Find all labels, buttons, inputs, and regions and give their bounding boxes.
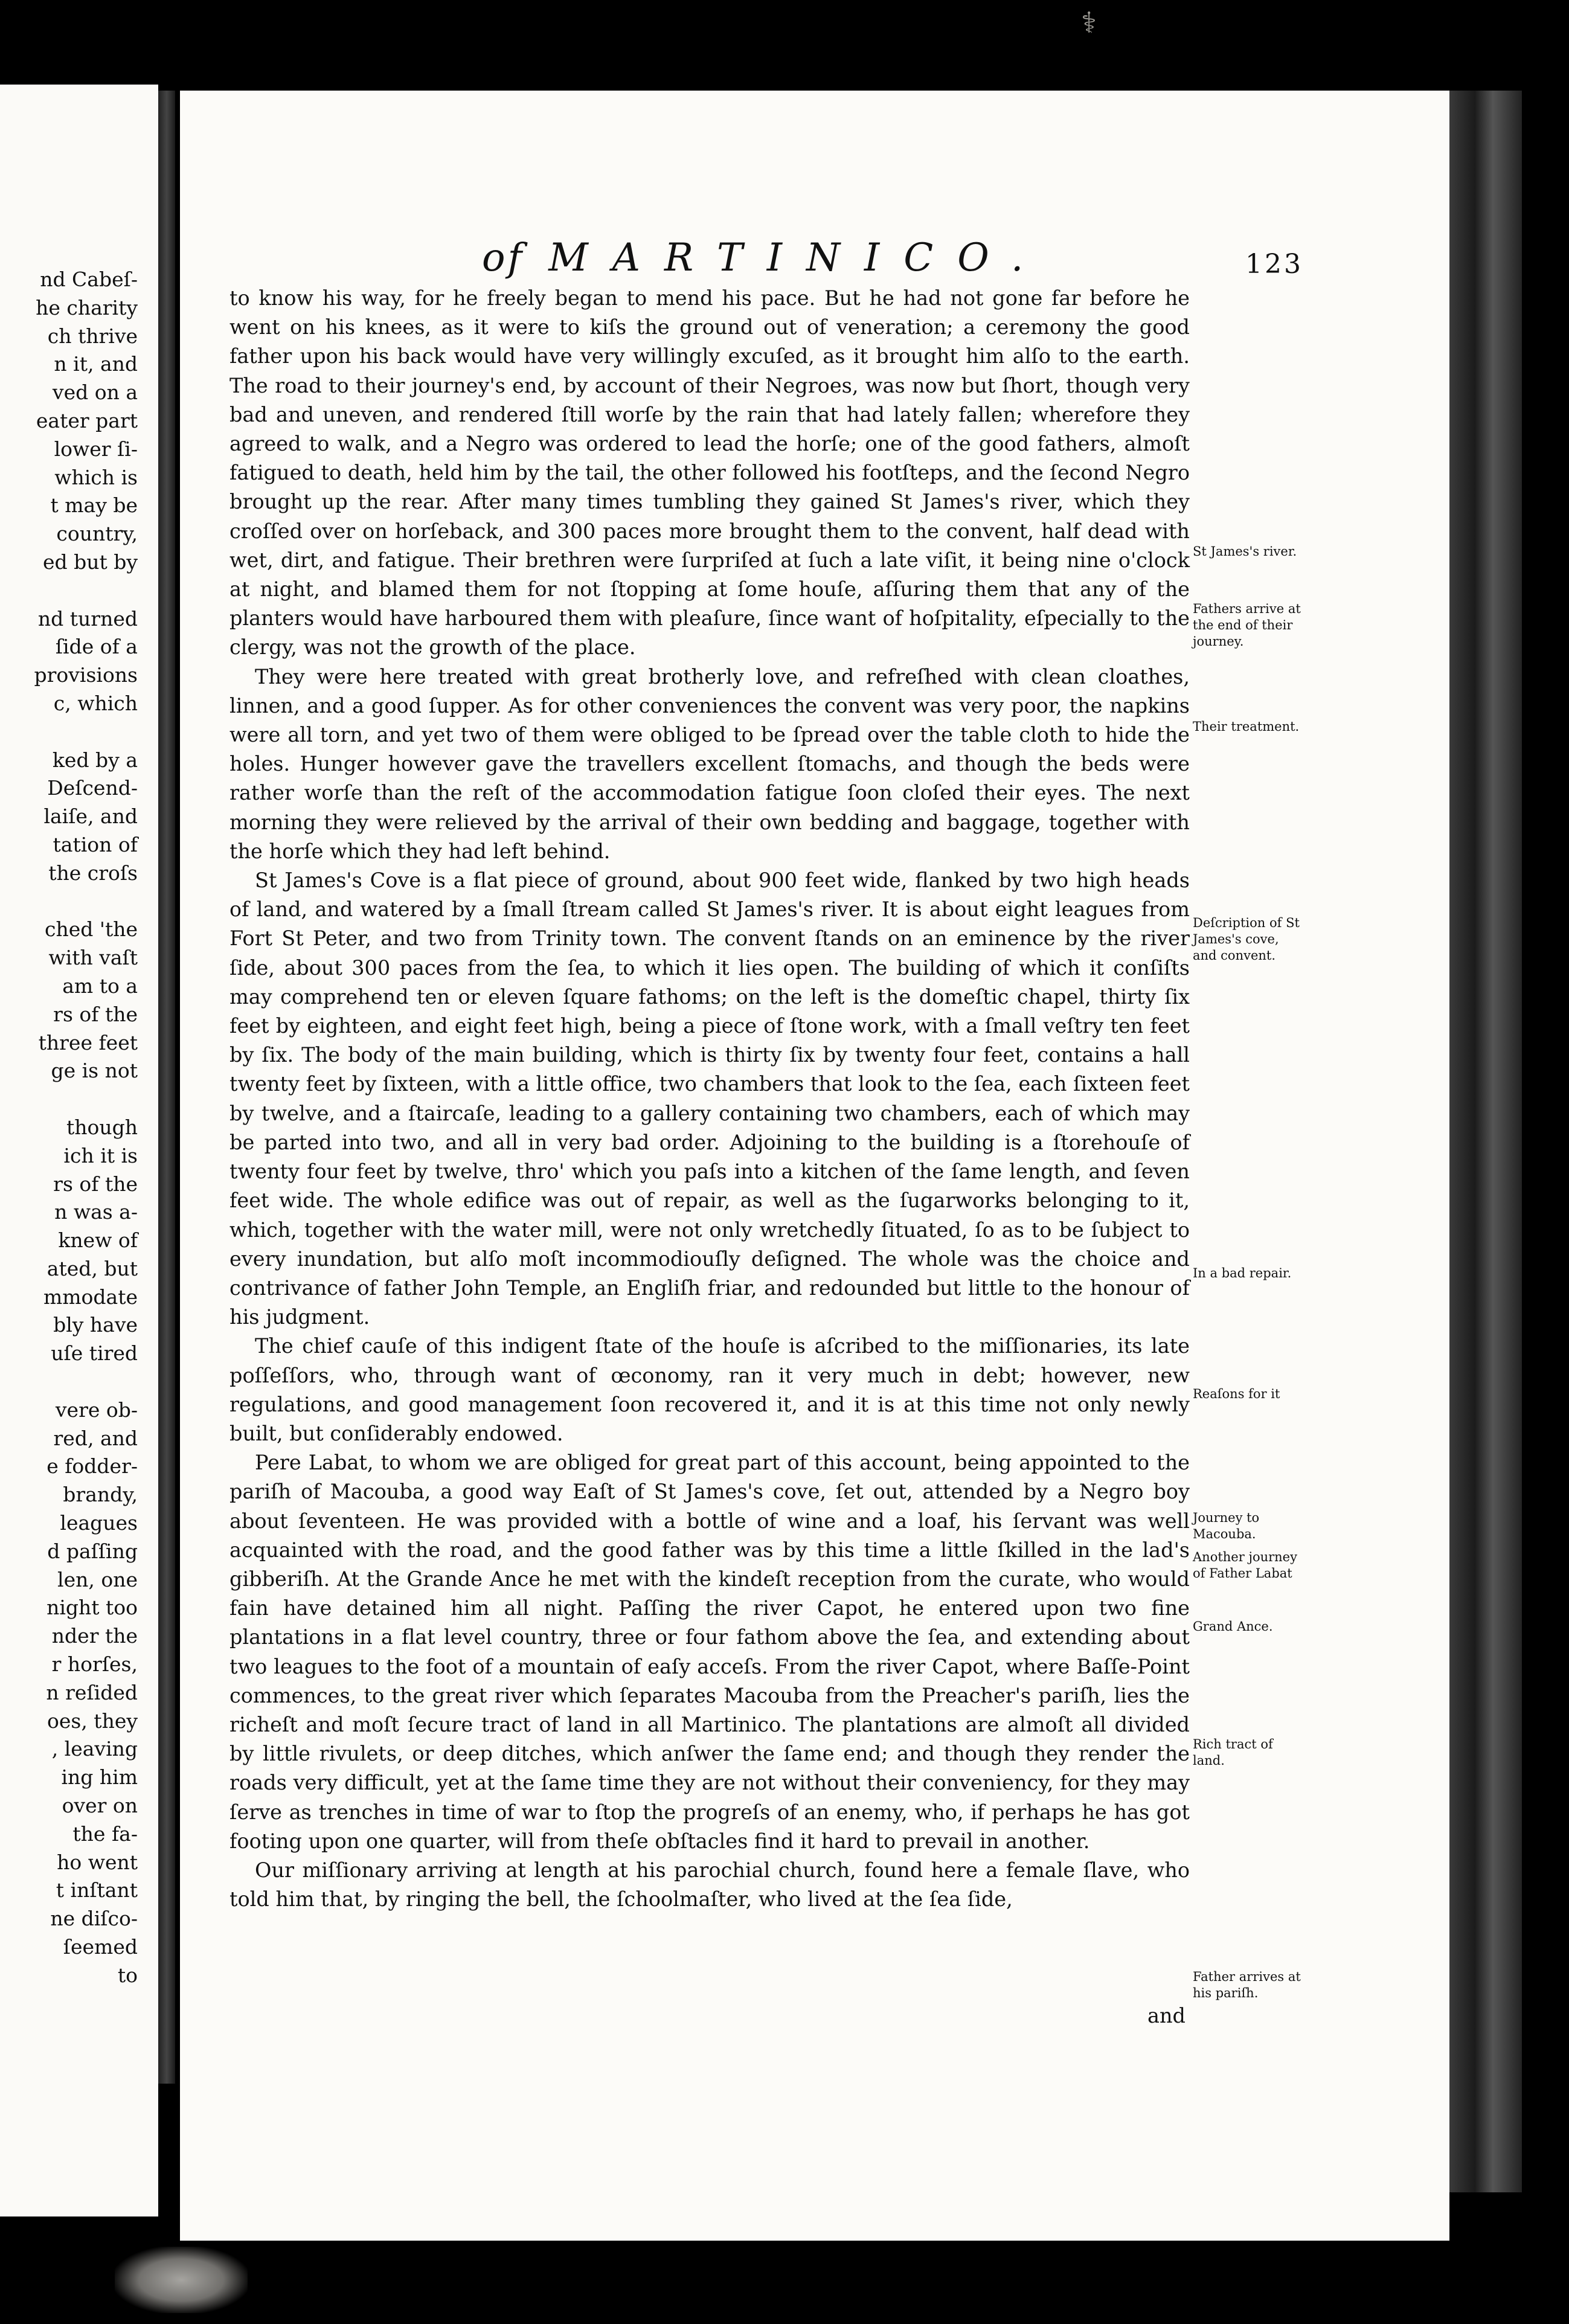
paragraph: The chief cauſe of this indigent ſtate of the houſe is aſcribed to the miſſionaries, its late poſſeſſors, who, through want of œconomy, ran it very much in debt; however, new regulations, and good management ſoon recovered it, and it is at this time not only newly built, but conſiderably endowed. — [229, 1334, 1190, 1445]
left-page-line — [0, 718, 138, 746]
margin-note: St James's river. — [1193, 544, 1297, 559]
margin-note: Father arrives at his pariſh. — [1193, 1969, 1301, 2000]
margin-note: Fathers arrive at the end of their journey. — [1193, 602, 1301, 649]
left-page-line — [0, 888, 138, 916]
running-head-title: MARTINICO. — [548, 236, 1048, 280]
margin-note: In a bad repair. — [1193, 1266, 1292, 1280]
left-page-line: provisions — [34, 663, 138, 687]
left-page-line: nd Cabeſ- — [40, 268, 138, 291]
left-page-line: ſide of a — [55, 635, 138, 659]
left-page — [0, 85, 158, 2216]
left-page-line: night too — [47, 1596, 138, 1620]
left-page-line: ked by a — [52, 748, 138, 772]
left-page-line: to — [117, 1963, 138, 1987]
left-page-line: ched 'the — [45, 917, 138, 942]
left-page-line: which is — [54, 465, 138, 489]
left-page-line: ed but by — [42, 550, 138, 574]
paragraph: Our miſſionary arriving at length at his parochial church, found here a female ſlave, who told him that, by ringing the bell, the ſchoolmaſter, who lived at the ſea ſide, — [229, 1858, 1190, 1912]
left-page-line: d paſſing — [47, 1539, 138, 1563]
left-page-line: ch thrive — [47, 324, 138, 348]
left-page-line: lower ſi- — [54, 437, 138, 461]
left-page-line: r horſes, — [51, 1652, 138, 1677]
left-page-line: red, and — [53, 1426, 138, 1450]
left-page-line — [0, 1085, 138, 1114]
left-page-line — [0, 1368, 138, 1396]
paragraph: They were here treated with great brotherly love, and refreſhed with clean cloathes, linnen, and a good ſupper. As for other conveniences the convent was very poor, the napkins were all torn, and yet two of them were obliged to be ſpread over the table cloth to hide the holes. Hunger however gave the travellers excellent ſtomachs, and though the beds were rather worſe than the reſt of the accommodation fatigue ſoon cloſed their eyes. The next morning they were relieved by the arrival of their own bedding and baggage, together with the horſe which they had left behind. — [229, 664, 1190, 863]
left-page-line: ved on a — [52, 380, 138, 405]
margin-note: Journey to Macouba. — [1193, 1510, 1260, 1541]
left-page-line: uſe tired — [51, 1341, 138, 1366]
left-page-line: bly have — [53, 1313, 138, 1337]
left-page-line: he charity — [36, 295, 138, 319]
left-page-line — [0, 577, 138, 605]
catchword: and — [1147, 2004, 1186, 2027]
margin-note: Reaſons for it — [1193, 1387, 1280, 1401]
left-page-line: laiſe, and — [43, 804, 138, 829]
margin-note: Another journey of Father Labat — [1193, 1550, 1297, 1581]
running-head — [482, 236, 1086, 280]
paragraph: Pere Labat, to whom we are obliged for great part of this account, being appointed to the pariſh of Macouba, a good way Eaſt of St James's cove, ſet out, attended by a Negro boy about ſeventeen. He was provided with a bottle of wine and a loaf, his ſervant was well acquainted with the road, and the good father was by this time a little ſkilled in the lad's gibberiſh. At the Grande Ance he met with the kindeſt reception from the curate, who would fain have detained him all night. Paſſing the river Capot, he entered upon two fine plantations in a flat level country, three or four fathom above the ſea, and extending about two leagues to the foot of a mountain of eaſy acceſs. From the river Capot, where Baſſe-Point commences, to the great river which ſeparates Macouba from the Preacher's pariſh, lies the richeſt and moſt ſecure tract of land in all Martinico. The plantations are almoſt all divided by little rivulets, or deep ditches, which anſwer the ſame end; and though they render the roads very difficult, yet at the ſame time they are not without their conveniency, for they may ſerve as trenches in time of war to ſtop the progreſs of an enemy, who, if perhaps he has got footing upon one quarter, will from theſe obſtacles find it hard to prevail in another. — [229, 1451, 1190, 1853]
paragraph: to know his way, for he freely began to mend his pace. But he had not gone far before he went on his knees, as it were to kiſs the ground out of veneration; a ceremony the good father upon his back would have very willingly excuſed, as it brought him alſo to the earth. The road to their journey's end, by account of their Negroes, was now but ſhort, though very bad and uneven, and rendered ſtill worſe by the rain that had lately fallen; wherefore they agreed to walk, and a Negro was ordered to lead the horſe; one of the good fathers, almoſt fatigued to death, held him by the tail, the other followed his footſteps, and the ſecond Negro brought up the rear. After many times tumbling they gained St James's river, which they croſſed over on horſeback, and 300 paces more brought them to the convent, half dead with wet, dirt, and fatigue. Their brethren were ſurpriſed at ſuch a late viſit, it being nine o'clock at night, and blamed them for not ſtopping at ſome houſe, aſſuring them that any of the planters would have harboured them with pleaſure, ſince want of hoſpitality, eſpecially to the clergy, was not the growth of the place. — [229, 286, 1190, 660]
left-page-line: ne diſco- — [50, 1907, 138, 1931]
left-page-text-fragments — [0, 266, 138, 1990]
left-page-line: ge is not — [51, 1059, 138, 1083]
left-page-line: rs of the — [53, 1172, 138, 1196]
body-text — [229, 284, 1190, 1914]
left-page-line: oes, they — [47, 1709, 138, 1733]
left-page-line: Deſcend- — [47, 776, 138, 800]
paragraph: St James's Cove is a flat piece of ground, about 900 feet wide, flanked by two high heads of land, and watered by a ſmall ſtream called St James's river. It is about eight leagues from Fort St Peter, and two from Trinity town. The convent ſtands on an eminence by the river ſide, about 300 paces from the ſea, to which it lies open. The building of which it conſiſts may comprehend ten or eleven ſquare fathoms; on the left is the domeſtic chapel, thirty ſix feet by eighteen, and eight feet high, being a piece of ſtone work, with a ſmall veſtry ten feet by ſix. The body of the main building, which is thirty ſix by twenty four feet, contains a hall twenty feet by ſixteen, with a little office, two chambers that look to the ſea, each ſixteen feet by twelve, and a ſtaircaſe, leading to a gallery containing two chambers, each of which may be parted into two, and all in very bad order. Adjoining to the building is a ſtorehouſe of twenty four feet by twelve, thro' which you paſs into a kitchen of the ſame length, and ſeven feet wide. The whole edifice was out of repair, as well as the ſugarworks belonging to it, which, together with the water mill, were not only wretchedly ſituated, ſo as to be ſubject to every inundation, but alſo moſt incommodiouſly deſigned. The whole was the choice and contrivance of father John Temple, an Engliſh friar, and redounded but little to the honour of his judgment. — [229, 868, 1190, 1329]
left-page-line: nd turned — [37, 606, 138, 631]
left-page-line: country, — [56, 522, 138, 546]
left-page-line: with vaſt — [48, 946, 138, 970]
left-page-line: nder the — [51, 1624, 138, 1648]
margin-note: Rich tract of land. — [1193, 1737, 1273, 1768]
left-page-line: len, one — [57, 1567, 138, 1591]
left-page-line: c, which — [53, 691, 138, 715]
scan-blemish: ⚕ — [1081, 6, 1097, 40]
running-head-of: of — [482, 236, 525, 280]
page-edge-shadow — [1449, 91, 1522, 2192]
page-number: 123 — [1245, 249, 1303, 280]
left-page-line: e fodder- — [47, 1454, 138, 1478]
left-page-line: n was a- — [54, 1200, 138, 1224]
margin-note: Their treatment. — [1193, 719, 1300, 734]
left-page-line: three feet — [38, 1030, 138, 1054]
left-page-line: n it, and — [54, 352, 138, 376]
left-page-line: rs of the — [53, 1002, 138, 1026]
scan-blemish — [115, 2247, 248, 2313]
left-page-line: ho went — [57, 1850, 138, 1874]
book-gutter — [158, 91, 175, 2084]
left-page-line: , leaving — [51, 1737, 138, 1761]
left-page-line: ich it is — [63, 1143, 138, 1167]
left-page-line: over on — [62, 1794, 138, 1818]
left-page-line: mmodate — [43, 1285, 138, 1309]
left-page-line: t may be — [50, 493, 138, 518]
left-page-line: tation of — [53, 832, 138, 856]
left-page-line: ſeemed — [63, 1935, 138, 1959]
margin-note: Deſcription of St James's cove, and convent. — [1193, 916, 1300, 963]
left-page-line: n reſided — [46, 1680, 138, 1704]
left-page-line: leagues — [60, 1511, 138, 1535]
left-page-line: eater part — [36, 408, 138, 432]
left-page-line: knew of — [58, 1228, 138, 1253]
left-page-line: ated, but — [47, 1256, 138, 1280]
left-page-line: the croſs — [48, 861, 138, 885]
left-page-line: am to a — [62, 974, 138, 998]
left-page-line: the fa- — [72, 1822, 138, 1846]
left-page-line: vere ob- — [55, 1398, 138, 1422]
margin-note: Grand Ance. — [1193, 1619, 1273, 1634]
left-page-line: brandy, — [63, 1483, 138, 1507]
left-page-line: ing him — [61, 1765, 138, 1790]
left-page-line: though — [66, 1115, 138, 1139]
left-page-line: t inſtant — [56, 1878, 138, 1902]
